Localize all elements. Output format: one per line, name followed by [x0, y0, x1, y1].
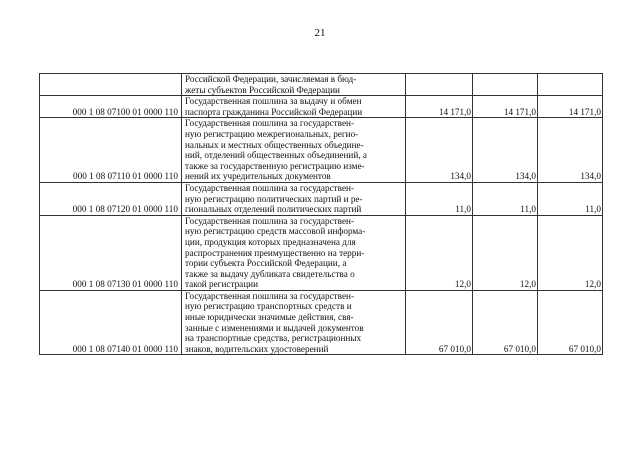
amount-year-1: 11,0	[406, 182, 473, 215]
description-line: ную регистрацию межрегиональных, регио-	[185, 128, 359, 139]
page-number: 21	[314, 27, 326, 39]
table-body	[40, 74, 603, 355]
amount-year-3: 12,0	[538, 215, 603, 290]
budget-classification-code: 000 1 08 07100 01 0000 110	[40, 96, 182, 118]
budget-classification-code	[40, 74, 182, 96]
description-line: иные юридически значимые действия, свя-	[185, 312, 354, 323]
description-line: ную регистрацию средств массовой информа-	[185, 226, 366, 237]
amount-year-1: 12,0	[406, 215, 473, 290]
description-line: также за выдачу дубликата свидетельства о	[185, 268, 355, 279]
budget-classification-code: 000 1 08 07120 01 0000 110	[40, 182, 182, 215]
amount-year-2: 11,0	[473, 182, 538, 215]
description-line: ции, продукция которых предназначена для	[185, 236, 356, 247]
amount-year-3: 14 171,0	[538, 96, 603, 118]
budget-classification-code: 000 1 08 07130 01 0000 110	[40, 215, 182, 290]
amount-year-1	[406, 74, 473, 96]
amount-year-2: 14 171,0	[473, 96, 538, 118]
description-line: жеты субъектов Российской Федерации	[185, 84, 340, 95]
amount-year-3: 134,0	[538, 118, 603, 183]
description-line: на транспортные средства, регистрационных	[185, 333, 362, 344]
description-line: распространения преимущественно на терри-	[185, 247, 365, 258]
budget-table	[39, 73, 603, 355]
amount-year-2: 67 010,0	[473, 290, 538, 355]
description-line: нений их учредительных документов	[185, 171, 331, 182]
description-line: тории субъекта Российской Федерации, а	[185, 258, 347, 269]
amount-year-1: 67 010,0	[406, 290, 473, 355]
description-line: Российской Федерации, зачисляемая в бюд-	[185, 74, 357, 84]
amount-year-3	[538, 74, 603, 96]
description-line: Государственная пошлина за государствен-	[185, 215, 355, 226]
description-line: также за государственную регистрацию изме-	[185, 160, 365, 171]
table-row	[40, 182, 603, 215]
amount-year-2: 134,0	[473, 118, 538, 183]
description-line: Государственная пошлина за государствен-	[185, 182, 355, 193]
amount-year-3: 67 010,0	[538, 290, 603, 355]
amount-year-1: 134,0	[406, 118, 473, 183]
budget-classification-code: 000 1 08 07140 01 0000 110	[40, 290, 182, 355]
description-line: такой регистрации	[185, 279, 258, 290]
description-line: занные с изменениями и выдачей документов	[185, 322, 364, 333]
table-row	[40, 118, 603, 183]
description-line: ную регистрацию политических партий и ре-	[185, 193, 363, 204]
description-line: Государственная пошлина за выдачу и обмен	[185, 96, 362, 107]
description-line: гиональных отделений политических партий	[185, 204, 362, 215]
income-description	[182, 118, 406, 183]
description-line: ную регистрацию транспортных средств и	[185, 301, 352, 312]
description-line: нальных и местных общественных объедине-	[185, 139, 364, 150]
table-row	[40, 96, 603, 118]
table-row	[40, 74, 603, 96]
description-line: знаков, водительских удостоверений	[185, 343, 329, 354]
description-line: паспорта гражданина Российской Федерации	[185, 106, 363, 117]
income-description	[182, 215, 406, 290]
income-description	[182, 74, 406, 96]
amount-year-1: 14 171,0	[406, 96, 473, 118]
income-description	[182, 290, 406, 355]
table-row	[40, 290, 603, 355]
table-row	[40, 215, 603, 290]
income-description	[182, 182, 406, 215]
amount-year-2	[473, 74, 538, 96]
income-description	[182, 96, 406, 118]
description-line: ний, отделений общественных объединений, а	[185, 150, 367, 161]
budget-classification-code: 000 1 08 07110 01 0000 110	[40, 118, 182, 183]
description-line: Государственная пошлина за государствен-	[185, 118, 355, 129]
description-line: Государственная пошлина за государствен-	[185, 290, 355, 301]
amount-year-2: 12,0	[473, 215, 538, 290]
amount-year-3: 11,0	[538, 182, 603, 215]
